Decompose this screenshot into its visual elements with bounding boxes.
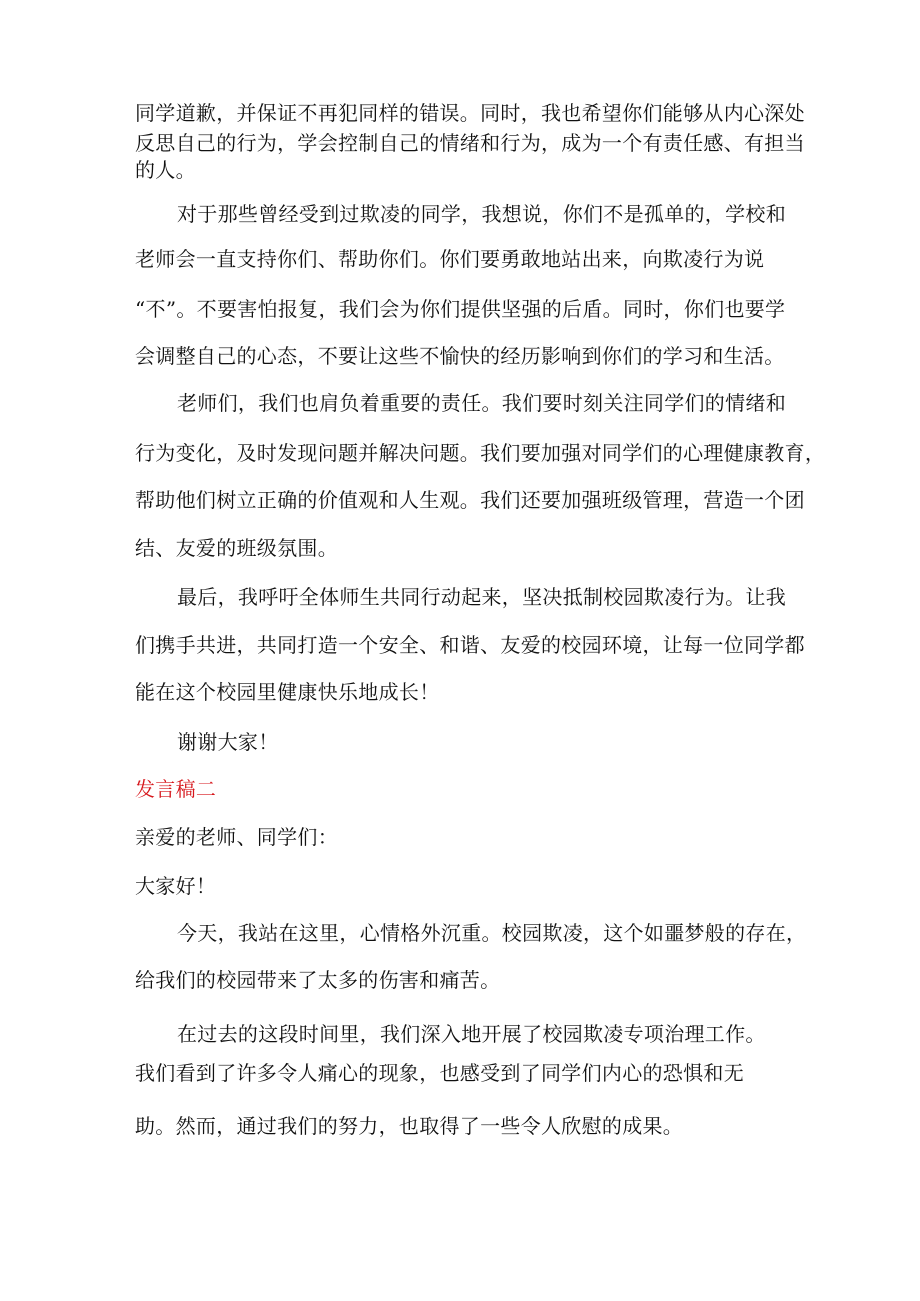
text-line: 今天，我站在这里，心情格外沉重。校园欺凌，这个如噩梦般的存在， — [177, 921, 807, 945]
text-line: 反思自己的行为，学会控制自己的情绪和行为，成为一个有责任感、有担当 — [135, 131, 805, 155]
text-line: 对于那些曾经受到过欺凌的同学，我想说，你们不是孤单的，学校和 — [177, 202, 786, 226]
text-line: 能在这个校园里健康快乐地成长！ — [135, 680, 440, 704]
greeting-line: 亲爱的老师、同学们： — [135, 825, 338, 849]
text-line: 老师们，我们也肩负着重要的责任。我们要时刻关注同学们的情绪和 — [177, 391, 786, 415]
text-line: 同学道歉，并保证不再犯同样的错误。同时，我也希望你们能够从内心深处 — [135, 101, 805, 125]
text-line: 助。然而，通过我们的努力，也取得了一些令人欣慰的成果。 — [135, 1114, 684, 1138]
greeting-line: 大家好！ — [135, 874, 217, 898]
text-line: 帮助他们树立正确的价值观和人生观。我们还要加强班级管理，营造一个团 — [135, 488, 805, 512]
closing-thanks: 谢谢大家！ — [177, 730, 279, 754]
text-line: 最后，我呼吁全体师生共同行动起来，坚决抵制校园欺凌行为。让我 — [177, 585, 786, 609]
text-line: 我们看到了许多令人痛心的现象，也感受到了同学们内心的恐惧和无 — [135, 1061, 744, 1085]
text-line: 行为变化，及时发现问题并解决问题。我们要加强对同学们的心理健康教育， — [135, 441, 826, 465]
text-line: 们携手共进，共同打造一个安全、和谐、友爱的校园环境，让每一位同学都 — [135, 633, 805, 657]
text-line: 的人。 — [135, 158, 196, 182]
text-line: 给我们的校园带来了太多的伤害和痛苦。 — [135, 968, 501, 992]
text-line: “不”。不要害怕报复，我们会为你们提供坚强的后盾。同时，你们也要学 — [135, 297, 786, 321]
text-line: 在过去的这段时间里，我们深入地开展了校园欺凌专项治理工作。 — [177, 1022, 766, 1046]
section-heading: 发言稿二 — [135, 777, 217, 801]
text-line: 会调整自己的心态，不要让这些不愉快的经历影响到你们的学习和生活。 — [135, 344, 785, 368]
text-line: 老师会一直支持你们、帮助你们。你们要勇敢地站出来，向欺凌行为说 — [135, 247, 765, 271]
text-line: 结、友爱的班级氛围。 — [135, 536, 338, 560]
